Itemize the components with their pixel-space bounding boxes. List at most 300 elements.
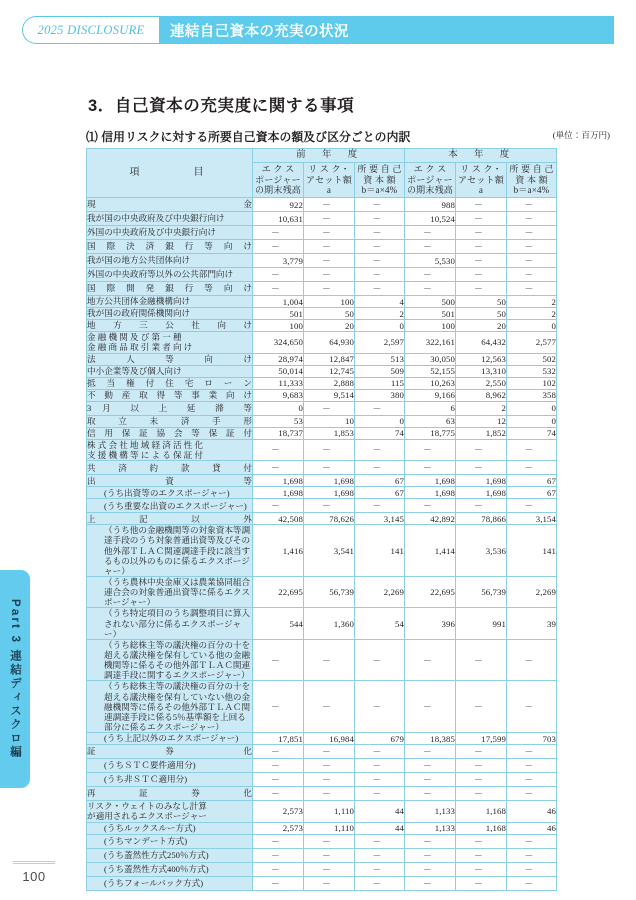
table-head-row-groups — [87, 149, 557, 163]
cell-exposure-curr: 30,050 — [405, 353, 456, 365]
table-row — [87, 282, 557, 296]
cell-rwa-prev: － — [304, 759, 355, 773]
row-label: 不 動 産 取 得 等 事 業 向 け — [87, 389, 252, 400]
cell-capital-prev: － — [355, 282, 405, 296]
column-header-line: 資 本 額 — [363, 174, 396, 185]
column-header-capital-curr — [507, 163, 557, 198]
cell-capital-curr: 502 — [507, 353, 557, 365]
row-label-cell — [87, 475, 253, 487]
row-label-cell — [87, 389, 253, 401]
cell-capital-curr: － — [507, 759, 557, 773]
cell-capital-prev: 54 — [355, 608, 405, 639]
cell-exposure-prev: － — [253, 834, 304, 848]
cell-capital-curr: 39 — [507, 608, 557, 639]
column-header-line: エ ク ス — [413, 164, 447, 175]
cell-rwa-curr: 2,550 — [456, 377, 507, 389]
cell-rwa-curr: 991 — [456, 608, 507, 639]
cell-capital-prev: － — [355, 240, 405, 254]
table-row — [87, 212, 557, 226]
cell-capital-curr: － — [507, 834, 557, 848]
cell-exposure-curr: 1,698 — [405, 475, 456, 487]
row-label-cell — [87, 415, 253, 427]
cell-exposure-prev: 18,737 — [253, 427, 304, 439]
column-header-rwa-curr — [456, 163, 507, 198]
cell-rwa-prev: 12,745 — [304, 365, 355, 377]
part-side-tab — [0, 570, 30, 788]
cell-rwa-prev: － — [304, 787, 355, 801]
cell-exposure-curr: － — [405, 268, 456, 282]
cell-capital-prev: － — [355, 268, 405, 282]
cell-capital-curr: 0 — [507, 415, 557, 427]
row-label-cell — [87, 332, 253, 354]
cell-rwa-prev: 56,739 — [304, 576, 355, 607]
cell-rwa-curr: 1,698 — [456, 475, 507, 487]
cell-capital-prev: － — [355, 681, 405, 733]
cell-capital-curr: － — [507, 787, 557, 801]
row-label: 国 際 開 発 銀 行 等 向 け — [87, 283, 252, 294]
cell-exposure-prev: 324,650 — [253, 332, 304, 354]
row-label: 地方公共団体金融機構向け — [87, 296, 191, 307]
row-label: (うちＳＴＣ要件適用分) — [104, 760, 196, 771]
cell-exposure-curr: 22,695 — [405, 576, 456, 607]
cell-capital-prev: － — [355, 226, 405, 240]
cell-capital-curr: － — [507, 268, 557, 282]
cell-exposure-prev: 10,631 — [253, 212, 304, 226]
cell-exposure-curr: 18,385 — [405, 733, 456, 745]
row-label-cell — [87, 268, 253, 282]
cell-exposure-prev: 100 — [253, 320, 304, 332]
row-label-cell — [87, 608, 253, 639]
cell-exposure-prev: － — [253, 681, 304, 733]
table-row — [87, 332, 557, 354]
cell-capital-curr: － — [507, 862, 557, 876]
cell-exposure-curr: 988 — [405, 198, 456, 212]
table-row — [87, 608, 557, 639]
cell-exposure-curr: － — [405, 681, 456, 733]
row-label-cell — [87, 377, 253, 389]
table-head — [87, 149, 557, 198]
row-label: 3 月 以 上 延 滞 等 — [87, 402, 252, 413]
cell-rwa-curr: － — [456, 848, 507, 862]
row-label: （うち農林中央金庫又は農業協同組合連合会の対象普通出資等に係るエクスポージャー） — [104, 576, 251, 608]
cell-exposure-prev: － — [253, 226, 304, 240]
table-row — [87, 320, 557, 332]
cell-rwa-curr: 17,599 — [456, 733, 507, 745]
cell-capital-curr: 2 — [507, 308, 557, 320]
banner-title: 連結自己資本の充実の状況 — [159, 16, 614, 44]
cell-capital-curr: － — [507, 681, 557, 733]
table-row — [87, 240, 557, 254]
cell-exposure-curr: － — [405, 876, 456, 890]
row-label: 金 融 機 関 及 び 第 一 種 — [87, 332, 182, 342]
cell-capital-curr: 46 — [507, 822, 557, 834]
cell-rwa-curr: － — [456, 639, 507, 681]
row-label-cell — [87, 759, 253, 773]
subsection-title: ⑴ 信用リスクに対する所要自己資本の額及び区分ごとの内訳 — [86, 130, 411, 144]
row-label: 抵 当 権 付 住 宅 ロ ー ン — [87, 377, 252, 388]
cell-capital-curr: － — [507, 198, 557, 212]
unit-note: (単位：百万円) — [552, 130, 610, 140]
cell-exposure-prev: － — [253, 439, 304, 461]
row-label-cell — [87, 681, 253, 733]
cell-capital-curr: 2,269 — [507, 576, 557, 607]
row-label-cell — [87, 320, 253, 332]
cell-exposure-prev: － — [253, 773, 304, 787]
cell-exposure-curr: 63 — [405, 415, 456, 427]
cell-capital-prev: 513 — [355, 353, 405, 365]
row-label: 信 用 保 証 協 会 等 保 証 付 — [87, 427, 252, 438]
table-row — [87, 499, 557, 513]
cell-rwa-curr: － — [456, 876, 507, 890]
cell-rwa-prev: － — [304, 226, 355, 240]
column-header-exposure-prev — [253, 163, 304, 198]
row-label-cell — [87, 822, 253, 834]
cell-rwa-prev: － — [304, 834, 355, 848]
cell-rwa-curr: － — [456, 268, 507, 282]
cell-exposure-curr: 1,698 — [405, 487, 456, 499]
row-label-cell — [87, 427, 253, 439]
row-label: 株 式 会 社 地 域 経 済 活 性 化 — [87, 439, 204, 450]
cell-capital-curr: 141 — [507, 525, 557, 577]
cell-capital-curr: 0 — [507, 401, 557, 415]
cell-rwa-prev: － — [304, 681, 355, 733]
cell-exposure-prev: 53 — [253, 415, 304, 427]
row-label-cell — [87, 576, 253, 607]
cell-rwa-curr: 12 — [456, 415, 507, 427]
row-label: （うち他の金融機関等の対象資本等調達手段のうち対象普通出資等及びその他外部ＴＬＡＣ関連調達手段に該当するもの以外のものに係るエクスポージャー） — [104, 525, 251, 576]
cell-exposure-curr: 9,166 — [405, 389, 456, 401]
cell-rwa-curr: 78,866 — [456, 513, 507, 525]
cell-rwa-curr: 50 — [456, 308, 507, 320]
cell-exposure-prev: － — [253, 461, 304, 475]
cell-exposure-prev: 1,416 — [253, 525, 304, 577]
cell-exposure-prev: 9,683 — [253, 389, 304, 401]
row-label-cell — [87, 212, 253, 226]
cell-capital-curr: － — [507, 282, 557, 296]
row-label-cell — [87, 439, 253, 461]
row-label: （うち総株主等の議決権の百分の十を超える議決権を保有していない他の金融機関等に係るその他外部ＴＬＡＣ関連調達手段に係る5％基準額を上回る部分に係るエクスポージャー） — [104, 681, 251, 732]
cell-exposure-curr: 396 — [405, 608, 456, 639]
cell-exposure-prev: － — [253, 876, 304, 890]
cell-rwa-prev: － — [304, 240, 355, 254]
group-header-prev-year: 前 年 度 — [253, 149, 405, 163]
cell-rwa-prev: 1,110 — [304, 822, 355, 834]
cell-capital-curr: － — [507, 745, 557, 759]
cell-rwa-curr: － — [456, 226, 507, 240]
cell-capital-prev: 2,597 — [355, 332, 405, 354]
cell-capital-curr: 703 — [507, 733, 557, 745]
column-header-line: 所 要 自 己 — [357, 164, 402, 175]
table-row — [87, 745, 557, 759]
cell-exposure-curr: － — [405, 773, 456, 787]
row-label-cell — [87, 876, 253, 890]
cell-rwa-prev: 1,698 — [304, 487, 355, 499]
cell-exposure-prev: － — [253, 862, 304, 876]
table-corner-header: 項 目 — [87, 149, 253, 198]
row-label-cell — [87, 240, 253, 254]
page-number: 100 — [22, 869, 46, 884]
cell-rwa-prev: － — [304, 745, 355, 759]
part-side-tab-label: Part 3 連結ディスクロ編 — [9, 598, 21, 760]
cell-capital-curr: － — [507, 876, 557, 890]
cell-capital-prev: 115 — [355, 377, 405, 389]
table-row — [87, 773, 557, 787]
table-row — [87, 475, 557, 487]
table-row — [87, 308, 557, 320]
cell-rwa-curr: － — [456, 499, 507, 513]
row-label-cell — [87, 198, 253, 212]
cell-rwa-prev: 9,514 — [304, 389, 355, 401]
cell-exposure-prev: － — [253, 240, 304, 254]
table-row — [87, 254, 557, 268]
row-label: （うち総株主等の議決権の百分の十を超える議決権を保有している他の金融機関等に係るその他外部ＴＬＡＣ関連調達手段に関するエクスポージャー） — [104, 639, 251, 681]
row-label: リスク・ウェイトのみなし計算 — [87, 801, 207, 812]
cell-rwa-curr: 8,962 — [456, 389, 507, 401]
cell-exposure-curr: － — [405, 226, 456, 240]
column-header-line: リ ス ク・ — [460, 164, 502, 175]
cell-exposure-curr: － — [405, 759, 456, 773]
cell-exposure-curr: － — [405, 282, 456, 296]
row-label: (うちルックスルー方式) — [104, 823, 196, 834]
cell-exposure-prev: － — [253, 848, 304, 862]
cell-exposure-prev: － — [253, 759, 304, 773]
cell-rwa-curr: － — [456, 461, 507, 475]
cell-capital-prev: － — [355, 439, 405, 461]
cell-capital-curr: 67 — [507, 487, 557, 499]
cell-capital-prev: 679 — [355, 733, 405, 745]
cell-exposure-curr: － — [405, 848, 456, 862]
cell-exposure-curr: － — [405, 439, 456, 461]
cell-capital-prev: － — [355, 499, 405, 513]
credit-risk-capital-table-wrap — [86, 148, 556, 891]
table-row — [87, 848, 557, 862]
cell-rwa-prev: 50 — [304, 308, 355, 320]
cell-rwa-curr: 12,563 — [456, 353, 507, 365]
cell-rwa-prev: － — [304, 461, 355, 475]
cell-capital-curr: － — [507, 499, 557, 513]
table-row — [87, 353, 557, 365]
cell-exposure-prev: － — [253, 499, 304, 513]
cell-exposure-prev: － — [253, 787, 304, 801]
cell-exposure-prev: 3,779 — [253, 254, 304, 268]
column-header-line: b＝a×4% — [513, 185, 550, 196]
cell-rwa-prev: 20 — [304, 320, 355, 332]
group-header-current-year: 本 年 度 — [405, 149, 557, 163]
column-header-exposure-curr — [405, 163, 456, 198]
table-row — [87, 513, 557, 525]
cell-rwa-curr: － — [456, 681, 507, 733]
cell-capital-prev: 0 — [355, 320, 405, 332]
cell-exposure-prev: 1,004 — [253, 296, 304, 308]
cell-rwa-prev: 12,847 — [304, 353, 355, 365]
cell-exposure-prev: 1,698 — [253, 475, 304, 487]
cell-exposure-curr: － — [405, 862, 456, 876]
cell-rwa-prev: － — [304, 268, 355, 282]
cell-exposure-curr: 322,161 — [405, 332, 456, 354]
column-header-line: の期末残高 — [254, 185, 301, 196]
cell-rwa-curr: 20 — [456, 320, 507, 332]
cell-capital-curr: － — [507, 439, 557, 461]
column-header-line: a — [326, 185, 332, 196]
table-row — [87, 389, 557, 401]
cell-exposure-prev: 2,573 — [253, 822, 304, 834]
cell-capital-curr: 67 — [507, 475, 557, 487]
cell-exposure-curr: 5,530 — [405, 254, 456, 268]
cell-rwa-prev: 1,853 — [304, 427, 355, 439]
section-title: 3．自己資本の充実度に関する事項 — [88, 97, 355, 115]
cell-exposure-curr: － — [405, 834, 456, 848]
cell-rwa-prev: 1,110 — [304, 801, 355, 823]
cell-rwa-prev: 78,626 — [304, 513, 355, 525]
cell-capital-curr: 3,154 — [507, 513, 557, 525]
table-row — [87, 639, 557, 681]
table-row — [87, 377, 557, 389]
cell-rwa-curr: 1,168 — [456, 801, 507, 823]
cell-rwa-curr: 13,310 — [456, 365, 507, 377]
table-row — [87, 427, 557, 439]
row-label: 外国の中央政府等以外の公共部門向け — [87, 269, 234, 280]
cell-rwa-prev: － — [304, 848, 355, 862]
cell-capital-prev: － — [355, 401, 405, 415]
cell-rwa-curr: － — [456, 212, 507, 226]
row-label: 我が国の中央政府及び中央銀行向け — [87, 213, 225, 224]
cell-capital-prev: － — [355, 198, 405, 212]
row-label: (うちマンデート方式) — [104, 836, 188, 847]
cell-exposure-prev: 501 — [253, 308, 304, 320]
column-header-line: の期末残高 — [406, 185, 453, 196]
row-label-cell — [87, 461, 253, 475]
row-label-cell — [87, 282, 253, 296]
cell-rwa-prev: － — [304, 198, 355, 212]
column-header-line: ポージャー — [255, 174, 301, 185]
cell-rwa-prev: 100 — [304, 296, 355, 308]
row-label-cell — [87, 639, 253, 681]
row-label-cell — [87, 745, 253, 759]
row-label-cell — [87, 513, 253, 525]
column-header-line: エ ク ス — [261, 164, 295, 175]
cell-exposure-prev: 2,573 — [253, 801, 304, 823]
table-row — [87, 487, 557, 499]
row-label-cell — [87, 733, 253, 745]
row-label: (うち重要な出資のエクスポージャー) — [104, 500, 247, 511]
row-label: （うち特定項目のうち調整項目に算入されない部分に係るエクスポージャー） — [104, 608, 251, 639]
row-label-cell — [87, 487, 253, 499]
cell-capital-prev: － — [355, 848, 405, 862]
table-row — [87, 733, 557, 745]
cell-exposure-curr: 1,133 — [405, 801, 456, 823]
row-label: (うち出資等のエクスポージャー) — [104, 487, 230, 498]
table-row — [87, 401, 557, 415]
row-label: 外国の中央政府及び中央銀行向け — [87, 227, 216, 238]
cell-rwa-curr: 64,432 — [456, 332, 507, 354]
cell-capital-curr: － — [507, 254, 557, 268]
footer-rule-bottom — [13, 863, 55, 864]
row-label: 共 済 約 款 貸 付 — [87, 462, 252, 473]
table-row — [87, 365, 557, 377]
credit-risk-capital-table — [86, 148, 557, 891]
cell-exposure-prev: 22,695 — [253, 576, 304, 607]
row-label: 国 際 決 済 銀 行 等 向 け — [87, 241, 252, 252]
cell-capital-prev: 0 — [355, 415, 405, 427]
cell-capital-prev: － — [355, 862, 405, 876]
row-label: (うち蓋然性方式250％方式) — [104, 850, 209, 861]
cell-capital-curr: 102 — [507, 377, 557, 389]
row-label-cell — [87, 226, 253, 240]
row-label: が適用されるエクスポージャー — [87, 811, 207, 822]
cell-exposure-curr: － — [405, 499, 456, 513]
row-label-cell — [87, 308, 253, 320]
cell-exposure-prev: 17,851 — [253, 733, 304, 745]
table-row — [87, 681, 557, 733]
cell-rwa-prev: 1,360 — [304, 608, 355, 639]
table-row — [87, 862, 557, 876]
cell-rwa-curr: － — [456, 787, 507, 801]
row-label-cell — [87, 862, 253, 876]
cell-rwa-curr: － — [456, 862, 507, 876]
cell-capital-prev: 380 — [355, 389, 405, 401]
cell-capital-prev: 141 — [355, 525, 405, 577]
column-header-line: 所 要 自 己 — [509, 164, 554, 175]
cell-capital-curr: 358 — [507, 389, 557, 401]
column-header-line: リ ス ク・ — [308, 164, 350, 175]
table-row — [87, 198, 557, 212]
cell-rwa-prev: － — [304, 212, 355, 226]
row-label: (うちフォールバック方式) — [104, 878, 204, 889]
disclosure-year-badge: 2025 DISCLOSURE — [22, 16, 159, 44]
table-row — [87, 461, 557, 475]
cell-capital-prev: 44 — [355, 822, 405, 834]
table-row — [87, 226, 557, 240]
cell-exposure-curr: － — [405, 787, 456, 801]
cell-capital-curr: － — [507, 212, 557, 226]
row-label-cell — [87, 834, 253, 848]
cell-exposure-prev: － — [253, 282, 304, 296]
cell-exposure-curr: 500 — [405, 296, 456, 308]
cell-rwa-curr: 1,852 — [456, 427, 507, 439]
row-label-cell — [87, 499, 253, 513]
cell-exposure-curr: － — [405, 240, 456, 254]
cell-capital-prev: 2 — [355, 308, 405, 320]
column-header-capital-prev — [355, 163, 405, 198]
row-label: 金 融 商 品 取 引 業 者 向 け — [87, 342, 193, 353]
cell-capital-prev: － — [355, 745, 405, 759]
table-row — [87, 296, 557, 308]
footer-rule-top — [13, 861, 55, 862]
row-label-cell — [87, 525, 253, 577]
cell-exposure-curr: 18,775 — [405, 427, 456, 439]
row-label: 地 方 三 公 社 向 け — [87, 320, 252, 331]
table-row — [87, 801, 557, 823]
cell-rwa-curr: 56,739 — [456, 576, 507, 607]
cell-rwa-curr: － — [456, 745, 507, 759]
cell-capital-prev: 4 — [355, 296, 405, 308]
row-label: 我が国の政府関係機関向け — [87, 308, 191, 319]
row-label-cell — [87, 401, 253, 415]
cell-rwa-curr: － — [456, 439, 507, 461]
cell-capital-curr: － — [507, 848, 557, 862]
row-label: 証 券 化 — [87, 746, 252, 757]
cell-exposure-curr: 501 — [405, 308, 456, 320]
cell-exposure-curr: 1,133 — [405, 822, 456, 834]
column-header-line: ポージャー — [407, 174, 453, 185]
cell-capital-prev: 44 — [355, 801, 405, 823]
cell-capital-curr: 46 — [507, 801, 557, 823]
row-label: 我が国の地方公共団体向け — [87, 255, 191, 266]
cell-rwa-prev: － — [304, 401, 355, 415]
cell-exposure-prev: 1,698 — [253, 487, 304, 499]
row-label-cell — [87, 365, 253, 377]
cell-exposure-prev: － — [253, 745, 304, 759]
